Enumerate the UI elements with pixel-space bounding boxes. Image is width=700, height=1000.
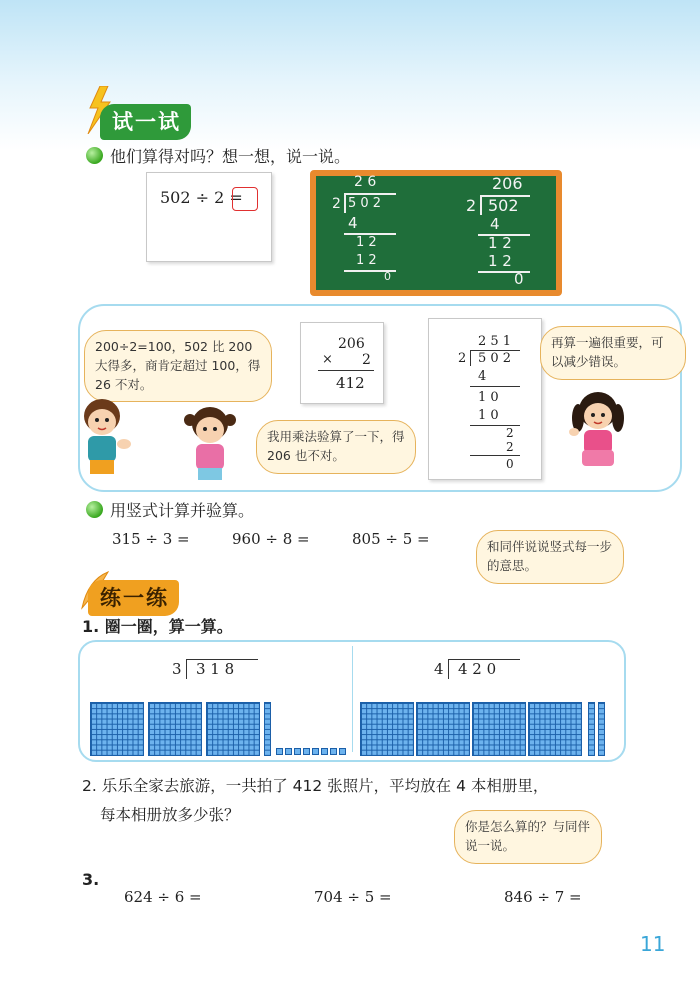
board-left-r4: 0	[384, 270, 391, 283]
board-right-r2: 1 2	[488, 234, 512, 252]
ten-rod[interactable]	[598, 702, 605, 756]
hundred-block[interactable]	[472, 702, 526, 756]
one-cube[interactable]	[321, 748, 328, 755]
long-dividend: 5 0 2	[478, 351, 512, 366]
practice-section-badge: 练一练	[88, 580, 179, 616]
board-left-dividend: 5 0 2	[348, 196, 382, 211]
one-cube[interactable]	[339, 748, 346, 755]
right-divisor: 4	[434, 660, 444, 678]
board-left-r3: 1 2	[356, 253, 377, 268]
one-cube[interactable]	[312, 748, 319, 755]
one-cube[interactable]	[330, 748, 337, 755]
left-dividend: 3 1 8	[196, 660, 235, 678]
hundred-block[interactable]	[148, 702, 202, 756]
page-number: 11	[640, 932, 666, 956]
board-right-quotient: 206	[492, 174, 523, 193]
long-r1: 4	[478, 369, 487, 384]
problem-2-line2: 每本相册放多少张？	[100, 806, 240, 824]
long-r3: 1 0	[478, 408, 499, 423]
card-expression: 502 ÷ 2 =	[160, 188, 243, 207]
p3-expr-3: 846 ÷ 7 =	[504, 888, 582, 906]
boy-speech-bubble: 200÷2=100，502 比 200 大得多，商肯定超过 100，得 26 不对。	[84, 330, 272, 402]
girl-illustration	[180, 402, 240, 490]
hundred-block[interactable]	[90, 702, 144, 756]
board-right-bracket	[480, 195, 482, 215]
one-cube[interactable]	[276, 748, 283, 755]
expr-1: 315 ÷ 3 =	[112, 530, 190, 548]
expr-3: 805 ÷ 5 =	[352, 530, 430, 548]
try-section-badge: 试一试	[100, 104, 191, 140]
left-div-bracket	[186, 659, 187, 679]
long-r2: 1 0	[478, 390, 499, 405]
long-r4: 2	[506, 426, 514, 440]
long-line3	[470, 455, 520, 456]
one-cube[interactable]	[294, 748, 301, 755]
mult-line	[318, 370, 374, 371]
expression-card	[146, 172, 272, 262]
problem-1: 1. 圈一圈，算一算。	[82, 617, 233, 636]
board-right-dividend: 502	[488, 196, 519, 215]
long-divisor: 2	[458, 351, 467, 366]
long-r6: 0	[506, 457, 514, 471]
board-right-r3: 1 2	[488, 252, 512, 270]
problem-3-label: 3.	[82, 870, 100, 889]
expr-2: 960 ÷ 8 =	[232, 530, 310, 548]
long-line1	[470, 386, 520, 387]
long-r5: 2	[506, 440, 514, 454]
problem-2-bubble: 你是怎么算的？与同伴说一说。	[454, 810, 602, 864]
girl2-speech-bubble: 再算一遍很重要，可以减少错误。	[540, 326, 686, 380]
one-cube[interactable]	[303, 748, 310, 755]
p3-expr-2: 704 ÷ 5 =	[314, 888, 392, 906]
mult-top: 206	[338, 336, 365, 352]
board-right-r4: 0	[514, 270, 524, 288]
girl2-illustration	[566, 388, 630, 480]
board-left-r1: 4	[348, 214, 358, 232]
left-divisor: 3	[172, 660, 182, 678]
question-1: 他们算得对吗？想一想，说一说。	[110, 147, 351, 166]
board-left-divisor: 2	[332, 196, 341, 212]
board-left-quotient: 2 6	[354, 174, 377, 190]
board-left-bracket	[344, 193, 346, 213]
answer-box[interactable]	[232, 187, 258, 211]
board-left-bar	[344, 193, 396, 195]
long-quotient: 2 5 1	[478, 334, 512, 349]
board-left-r2: 1 2	[356, 235, 377, 250]
ten-rod[interactable]	[264, 702, 271, 756]
tip-speech-bubble: 和同伴说说竖式每一步的意思。	[476, 530, 624, 584]
right-dividend: 4 2 0	[458, 660, 497, 678]
bullet-icon	[86, 501, 103, 518]
ten-rod[interactable]	[588, 702, 595, 756]
hundred-block[interactable]	[360, 702, 414, 756]
board-right-divisor: 2	[466, 196, 477, 215]
mult-result: 412	[336, 374, 365, 392]
panel-divider	[352, 646, 353, 752]
mult-times: ×	[322, 352, 333, 367]
hundred-block[interactable]	[528, 702, 582, 756]
hundred-block[interactable]	[206, 702, 260, 756]
girl-speech-bubble: 我用乘法验算了一下，得 206 也不对。	[256, 420, 416, 474]
p3-expr-1: 624 ÷ 6 =	[124, 888, 202, 906]
hundred-block[interactable]	[416, 702, 470, 756]
one-cube[interactable]	[285, 748, 292, 755]
boy-illustration	[74, 396, 144, 486]
question-2: 用竖式计算并验算。	[110, 501, 255, 520]
bullet-icon	[86, 147, 103, 164]
board-right-r1: 4	[490, 215, 500, 233]
mult-mid: 2	[362, 352, 371, 368]
right-div-bracket	[448, 659, 449, 679]
problem-2-line1: 2. 乐乐全家去旅游，一共拍了 412 张照片，平均放在 4 本相册里，	[82, 777, 549, 795]
long-bracket	[470, 350, 471, 366]
